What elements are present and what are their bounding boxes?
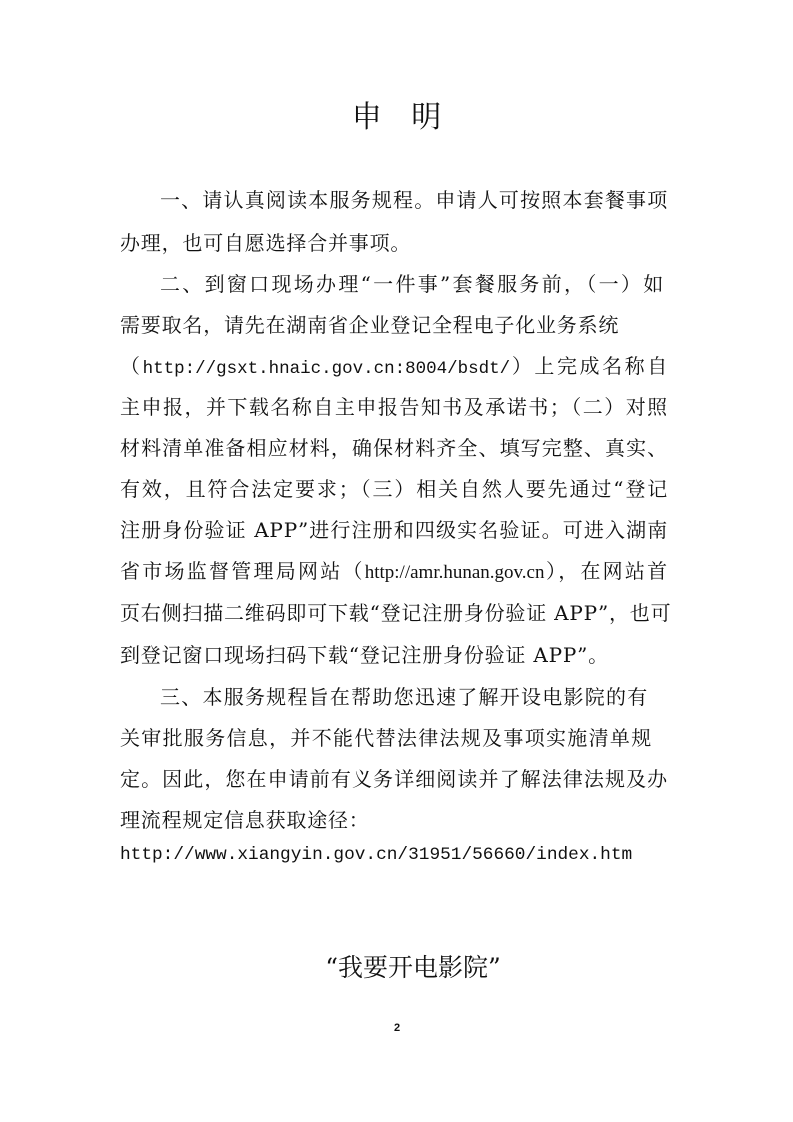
paragraph-1-line-2: 办理，也可自愿选择合并事项。 xyxy=(120,231,412,255)
paragraph-2-line-1: 二、到窗口现场办理“一件事”套餐服务前，（一）如 xyxy=(160,272,664,296)
paragraph-3-line-2: 关审批服务信息，并不能代替法律法规及事项实施清单规 xyxy=(120,726,652,750)
paragraph-2-line-6: 有效，且符合法定要求；（三）相关自然人要先通过“登记 xyxy=(120,477,668,501)
paragraph-2-line-5: 材料清单准备相应材料，确保材料齐全、填写完整、真实、 xyxy=(120,436,668,460)
line-8-head: 省市场监督管理局网站（ xyxy=(120,559,365,583)
open-paren: （ xyxy=(120,354,143,378)
paragraph-3-line-4: 理流程规定信息获取途径： xyxy=(120,808,370,832)
xiangyin-info-url xyxy=(120,840,632,864)
market-supervision-url: http://amr.hunan.gov.cn xyxy=(364,562,545,583)
xiangyin-url-text: http://www.xiangyin.gov.cn/31951/56660/index.htm xyxy=(120,845,633,865)
page-title: 申 明 xyxy=(351,100,452,135)
paragraph-2-line-10: 到登记窗口现场扫码下载“登记注册身份验证 APP”。 xyxy=(120,643,609,667)
paragraph-3-line-3: 定。因此，您在申请前有义务详细阅读并了解法律法规及办 xyxy=(120,767,668,791)
paragraph-2-line-3 xyxy=(120,354,668,378)
registration-system-url: http://gsxt.hnaic.gov.cn:8004/bsdt/ xyxy=(142,359,511,379)
paragraph-2-line-9: 页右侧扫描二维码即可下载“登记注册身份验证 APP”，也可 xyxy=(120,601,672,625)
closing-heading: “我要开电影院” xyxy=(325,953,501,982)
line-3-tail: ）上完成名称自 xyxy=(510,354,668,378)
paragraph-2-line-4: 主申报，并下载名称自主申报告知书及承诺书；（二）对照 xyxy=(120,395,668,419)
paragraph-3-line-1: 三、本服务规程旨在帮助您迅速了解开设电影院的有 xyxy=(160,685,648,709)
paragraph-1-line-1: 一、请认真阅读本服务规程。申请人可按照本套餐事项 xyxy=(160,188,668,212)
page-number: 2 xyxy=(393,1022,401,1034)
paragraph-2-line-7: 注册身份验证 APP”进行注册和四级实名验证。可进入湖南 xyxy=(120,518,668,542)
line-8-tail: ），在网站首 xyxy=(544,559,668,583)
paragraph-2-line-2: 需要取名，请先在湖南省企业登记全程电子化业务系统 xyxy=(120,313,620,337)
paragraph-2-line-8 xyxy=(120,559,668,583)
